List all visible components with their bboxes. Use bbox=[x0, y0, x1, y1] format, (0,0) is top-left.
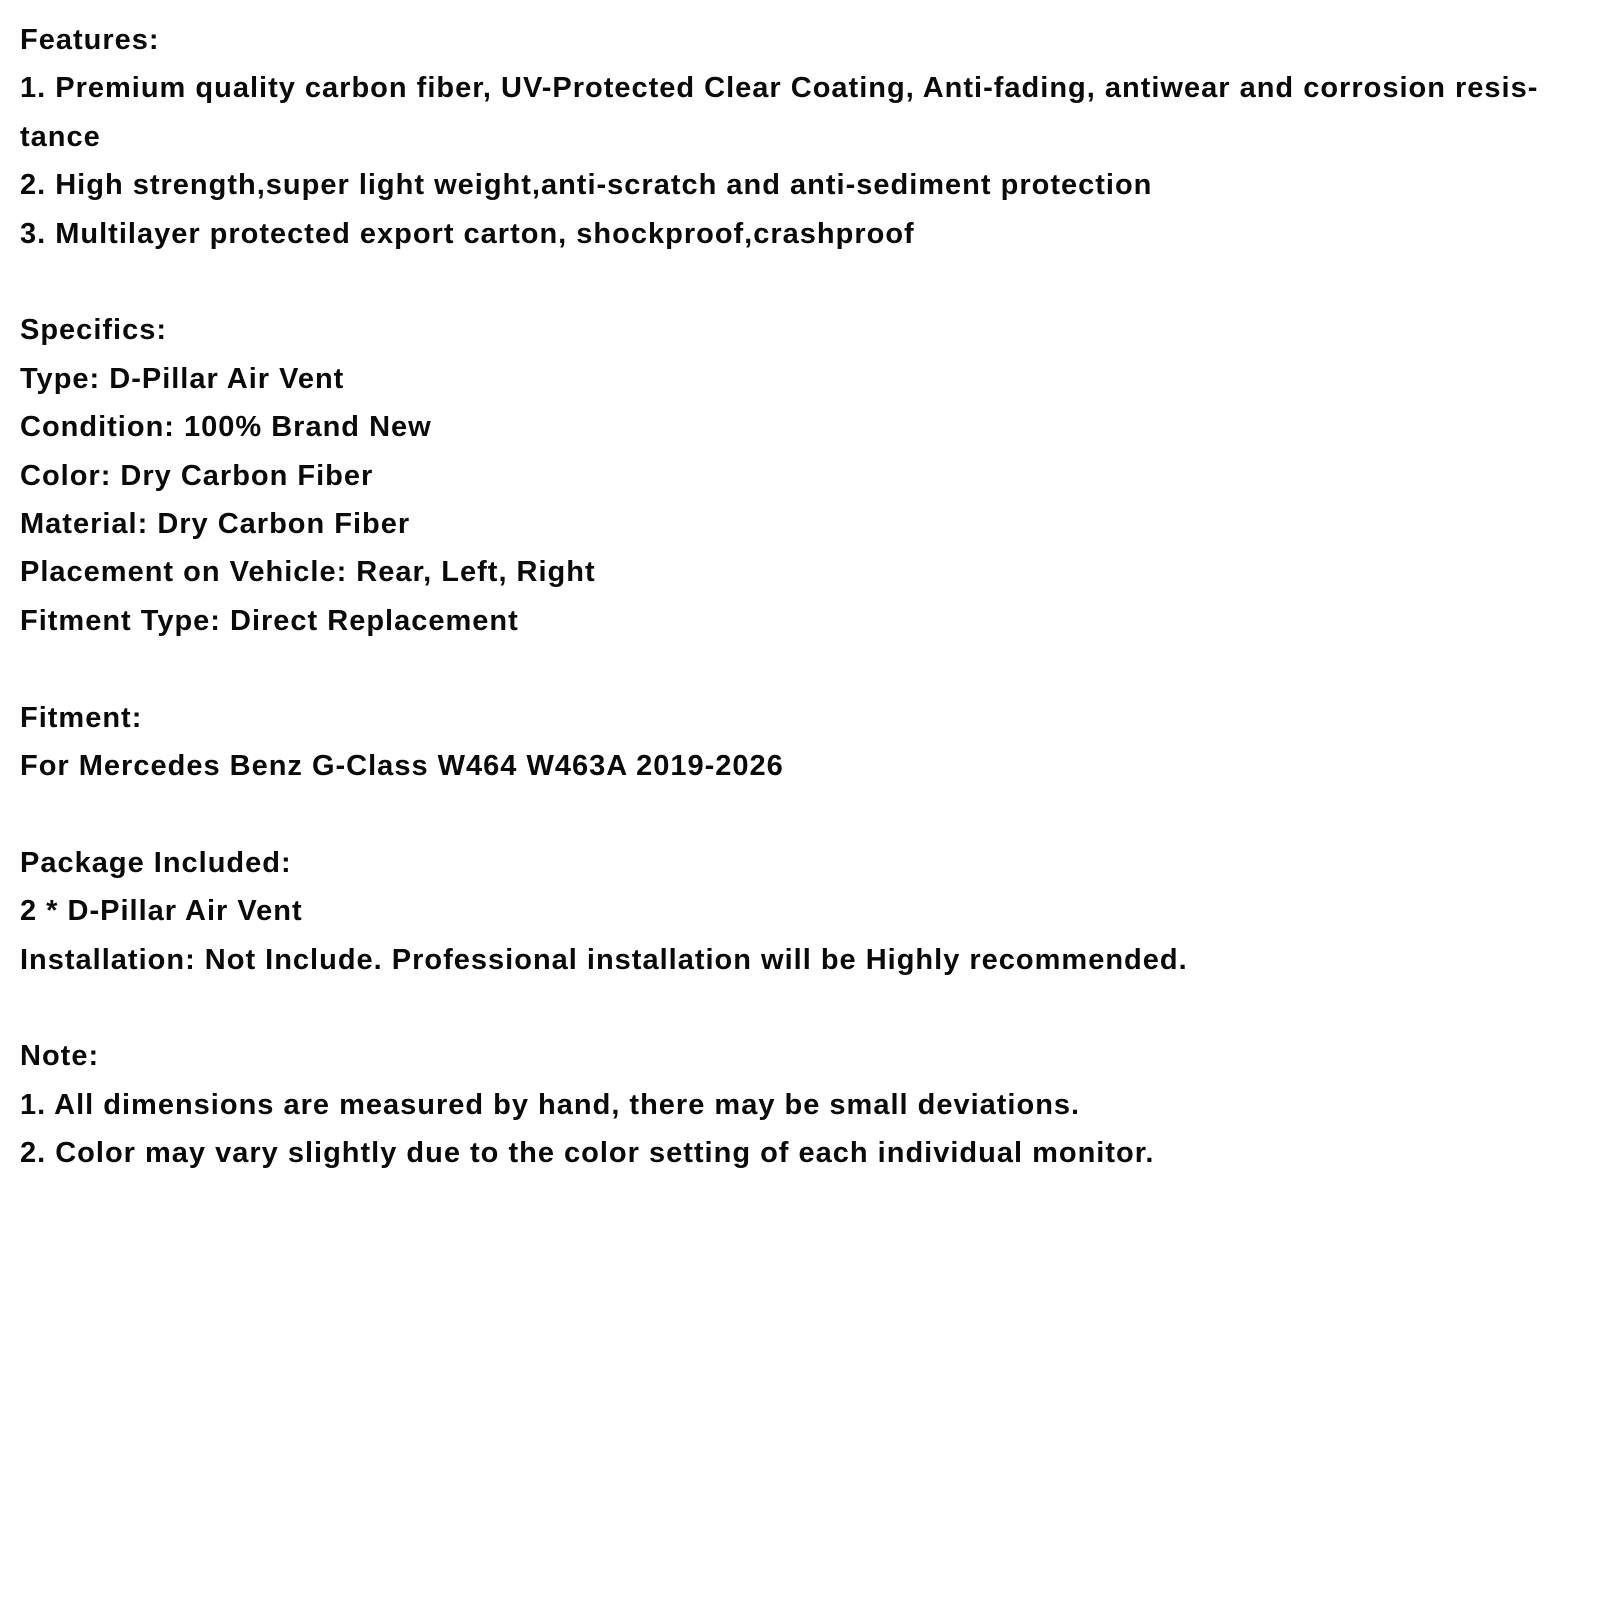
fitment-heading: Fitment: bbox=[20, 701, 143, 734]
features-item-3: 3. Multilayer protected export carton, shockproof,crashproof bbox=[20, 217, 915, 250]
spec-color: Color: Dry Carbon Fiber bbox=[20, 459, 374, 492]
package-heading: Package Included: bbox=[20, 846, 292, 879]
section-spacer bbox=[20, 645, 1585, 693]
note-item-1: 1. All dimensions are measured by hand, there may be small deviations. bbox=[20, 1088, 1081, 1121]
spec-condition: Condition: 100% Brand New bbox=[20, 411, 432, 444]
fitment-section bbox=[20, 694, 1585, 791]
section-spacer bbox=[20, 790, 1585, 838]
note-section bbox=[20, 1032, 1585, 1177]
fitment-vehicle: For Mercedes Benz G-Class W464 W463A 2019-2026 bbox=[20, 750, 784, 783]
product-description bbox=[20, 16, 1585, 1178]
note-item-2: 2. Color may vary slightly due to the color setting of each individual monitor. bbox=[20, 1137, 1155, 1170]
spec-fitment-type: Fitment Type: Direct Replacement bbox=[20, 604, 519, 637]
spec-type: Type: D-Pillar Air Vent bbox=[20, 362, 345, 395]
package-contents: 2 * D-Pillar Air Vent bbox=[20, 895, 303, 928]
features-heading: Features: bbox=[20, 24, 160, 56]
features-section bbox=[20, 16, 1585, 258]
specifics-heading: Specifics: bbox=[20, 314, 167, 347]
section-spacer bbox=[20, 984, 1585, 1032]
package-section bbox=[20, 839, 1585, 984]
features-item-2: 2. High strength,super light weight,anti-scratch and anti-sediment protection bbox=[20, 169, 1153, 202]
specifics-section bbox=[20, 306, 1585, 645]
spec-material: Material: Dry Carbon Fiber bbox=[20, 508, 411, 541]
section-spacer bbox=[20, 258, 1585, 306]
package-installation: Installation: Not Include. Professional installation will be Highly recommended. bbox=[20, 943, 1188, 976]
spec-placement: Placement on Vehicle: Rear, Left, Right bbox=[20, 556, 596, 589]
note-heading: Note: bbox=[20, 1040, 100, 1073]
features-item-1: 1. Premium quality carbon fiber, UV-Protected Clear Coating, Anti-fading, antiwear and corrosion resis- bbox=[20, 72, 1539, 105]
features-item-1-continued: tance bbox=[20, 120, 101, 153]
